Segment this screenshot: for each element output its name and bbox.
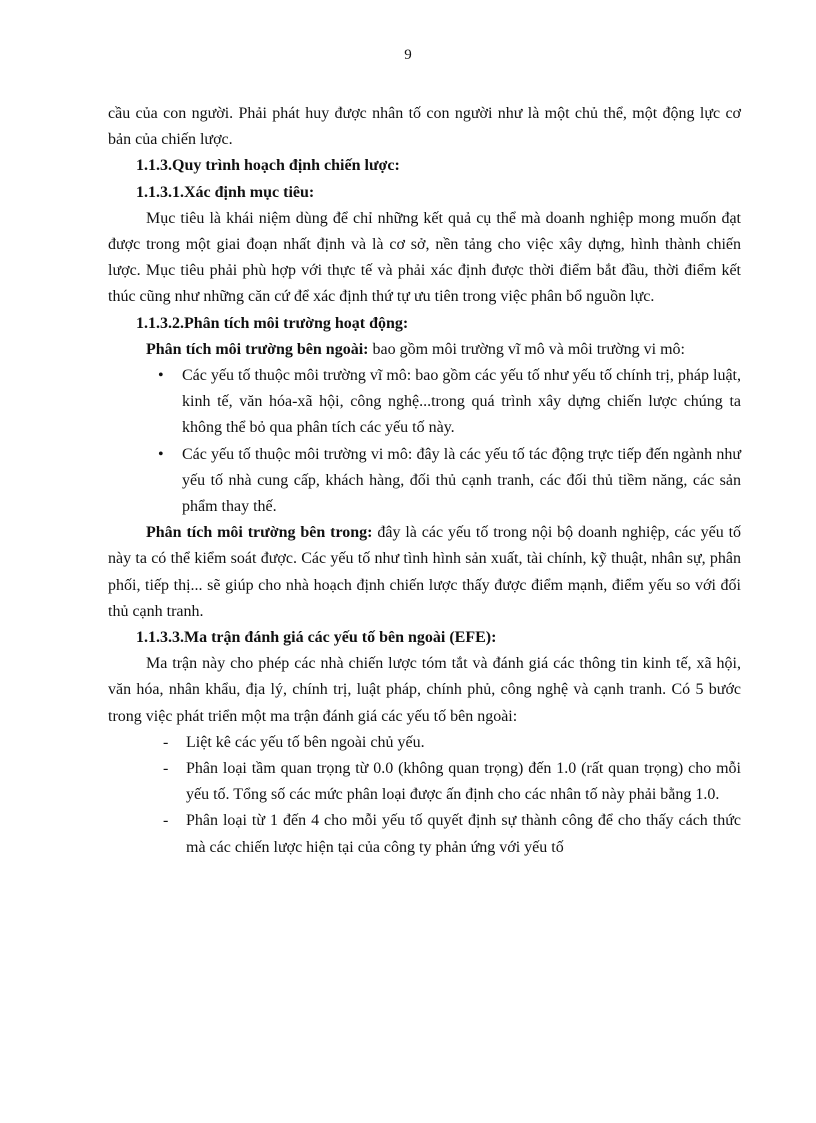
list-item: - Phân loại từ 1 đến 4 cho mỗi yếu tố quyết định sự thành công để cho thấy cách thức mà các chiến lược hiện tại của công ty phản ứng với yếu tố	[108, 808, 741, 860]
paragraph-intro: cầu của con người. Phải phát huy được nhân tố con người như là một chủ thể, một động lực cơ bản của chiến lược.	[108, 105, 741, 149]
paragraph-external-analysis	[108, 337, 741, 363]
dash-list	[108, 730, 741, 861]
document-body	[108, 101, 741, 861]
internal-analysis-text: đây là các yếu tố trong nội bộ doanh nghiệp, các yếu tố này ta có thể kiểm soát được. Các yếu tố như tình hình sản xuất, tài chính, kỹ thuật, nhân sự, phân phối, tiếp thị... sẽ giúp cho nhà hoạch định chiến lược thấy được điểm mạnh, điểm yếu so với đối thủ cạnh tranh.	[108, 524, 742, 620]
list-item: • Các yếu tố thuộc môi trường vi mô: đây là các yếu tố tác động trực tiếp đến ngành như yếu tố nhà cung cấp, khách hàng, đối thủ cạnh tranh, các đối thủ tiềm năng, các sản phẩm thay thế.	[108, 442, 741, 521]
paragraph-efe-matrix: Ma trận này cho phép các nhà chiến lược tóm tắt và đánh giá các thông tin kinh tế, xã hội, văn hóa, nhân khẩu, địa lý, chính trị, luật pháp, chính phủ, công nghệ và cạnh tranh. Có 5 bước trong việc phát triển một ma trận đánh giá các yếu tố bên ngoài:	[108, 655, 741, 725]
heading-1-1-3: 1.1.3.Quy trình hoạch định chiến lược:	[136, 157, 400, 175]
list-item: • Các yếu tố thuộc môi trường vĩ mô: bao gồm các yếu tố như yếu tố chính trị, pháp luật, kinh tế, văn hóa-xã hội, công nghệ...trong quá trình xây dựng chiến lược chúng ta không thể bỏ qua phân tích các yếu tố này.	[108, 363, 741, 442]
heading-1-1-3-2: 1.1.3.2.Phân tích môi trường hoạt động:	[136, 314, 409, 332]
heading-1-1-3-3: 1.1.3.3.Ma trận đánh giá các yếu tố bên ngoài (EFE):	[136, 629, 497, 647]
external-analysis-label: Phân tích môi trường bên ngoài:	[146, 340, 369, 358]
page-number: 9	[404, 47, 412, 63]
internal-analysis-label: Phân tích môi trường bên trong:	[146, 524, 373, 542]
paragraph-internal-analysis	[108, 520, 741, 625]
list-item: - Phân loại tầm quan trọng từ 0.0 (không quan trọng) đến 1.0 (rất quan trọng) cho mỗi yếu tố. Tổng số các mức phân loại được ấn định cho các nhân tố này phải bằng 1.0.	[108, 756, 741, 808]
external-analysis-text: bao gồm môi trường vĩ mô và môi trường vi mô:	[368, 340, 685, 358]
paragraph-objectives: Mục tiêu là khái niệm dùng để chỉ những kết quả cụ thể mà doanh nghiệp mong muốn đạt được trong một giai đoạn nhất định và là cơ sở, nền tảng cho việc xây dựng, hình thành chiến lược. Mục tiêu phải phù hợp với thực tế và phải xác định được thời điểm bắt đầu, thời điểm kết thúc cũng như những căn cứ để xác định thứ tự ưu tiên trong việc phân bổ nguồn lực.	[108, 209, 741, 306]
bullet-list	[108, 363, 741, 520]
list-item: - Liệt kê các yếu tố bên ngoài chủ yếu.	[108, 730, 741, 756]
heading-1-1-3-1: 1.1.3.1.Xác định mục tiêu:	[136, 183, 315, 201]
